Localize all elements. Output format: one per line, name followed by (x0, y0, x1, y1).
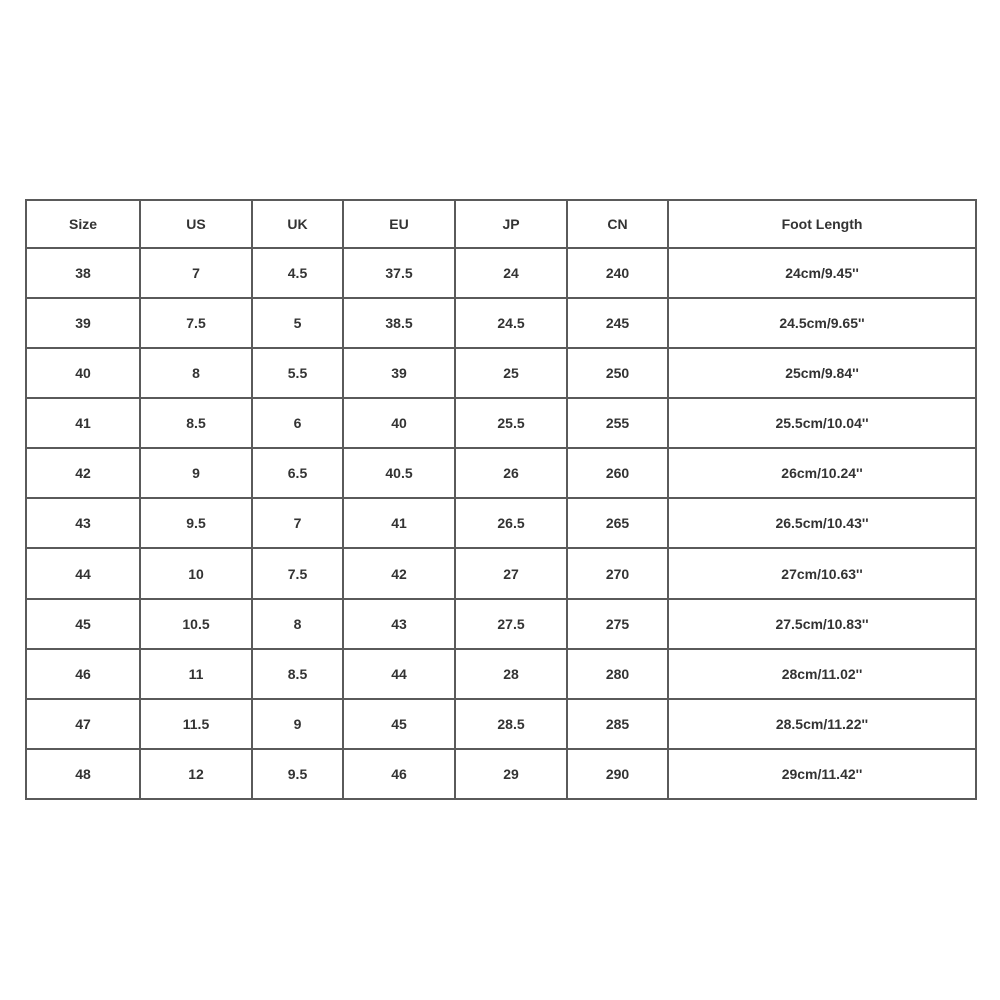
cell-eu: 44 (343, 649, 455, 699)
cell-size: 48 (26, 749, 140, 799)
header-foot-length: Foot Length (668, 200, 976, 248)
cell-us: 10 (140, 548, 252, 598)
cell-foot-length: 25cm/9.84'' (668, 348, 976, 398)
header-size: Size (26, 200, 140, 248)
cell-size: 46 (26, 649, 140, 699)
cell-uk: 4.5 (252, 248, 343, 298)
cell-jp: 28.5 (455, 699, 567, 749)
header-eu: EU (343, 200, 455, 248)
cell-uk: 5 (252, 298, 343, 348)
cell-cn: 285 (567, 699, 668, 749)
cell-jp: 24 (455, 248, 567, 298)
cell-cn: 255 (567, 398, 668, 448)
header-us: US (140, 200, 252, 248)
table-row (26, 298, 976, 348)
cell-eu: 40 (343, 398, 455, 448)
cell-cn: 270 (567, 548, 668, 598)
cell-size: 39 (26, 298, 140, 348)
cell-eu: 46 (343, 749, 455, 799)
table-row (26, 599, 976, 649)
header-cn: CN (567, 200, 668, 248)
cell-us: 11 (140, 649, 252, 699)
cell-uk: 7 (252, 498, 343, 548)
table-row (26, 348, 976, 398)
cell-uk: 6 (252, 398, 343, 448)
cell-eu: 45 (343, 699, 455, 749)
cell-eu: 40.5 (343, 448, 455, 498)
cell-jp: 24.5 (455, 298, 567, 348)
header-jp: JP (455, 200, 567, 248)
cell-uk: 8.5 (252, 649, 343, 699)
cell-cn: 290 (567, 749, 668, 799)
cell-cn: 280 (567, 649, 668, 699)
cell-uk: 9.5 (252, 749, 343, 799)
cell-uk: 9 (252, 699, 343, 749)
cell-eu: 43 (343, 599, 455, 649)
table-row (26, 548, 976, 598)
cell-jp: 29 (455, 749, 567, 799)
cell-cn: 245 (567, 298, 668, 348)
cell-uk: 5.5 (252, 348, 343, 398)
cell-uk: 7.5 (252, 548, 343, 598)
cell-foot-length: 24.5cm/9.65'' (668, 298, 976, 348)
cell-size: 40 (26, 348, 140, 398)
cell-us: 10.5 (140, 599, 252, 649)
cell-jp: 26 (455, 448, 567, 498)
cell-us: 11.5 (140, 699, 252, 749)
cell-us: 7 (140, 248, 252, 298)
cell-jp: 25 (455, 348, 567, 398)
cell-eu: 39 (343, 348, 455, 398)
table-body (26, 248, 976, 799)
cell-jp: 25.5 (455, 398, 567, 448)
cell-size: 41 (26, 398, 140, 448)
cell-foot-length: 27cm/10.63'' (668, 548, 976, 598)
header-row (26, 200, 976, 248)
cell-cn: 240 (567, 248, 668, 298)
cell-size: 45 (26, 599, 140, 649)
cell-eu: 41 (343, 498, 455, 548)
cell-foot-length: 26.5cm/10.43'' (668, 498, 976, 548)
cell-foot-length: 29cm/11.42'' (668, 749, 976, 799)
cell-us: 12 (140, 749, 252, 799)
cell-size: 43 (26, 498, 140, 548)
cell-size: 44 (26, 548, 140, 598)
cell-uk: 6.5 (252, 448, 343, 498)
cell-eu: 42 (343, 548, 455, 598)
cell-us: 9.5 (140, 498, 252, 548)
table-row (26, 498, 976, 548)
table-header (26, 200, 976, 248)
table-row (26, 699, 976, 749)
cell-foot-length: 25.5cm/10.04'' (668, 398, 976, 448)
table-row (26, 649, 976, 699)
cell-cn: 265 (567, 498, 668, 548)
cell-us: 7.5 (140, 298, 252, 348)
table-row (26, 398, 976, 448)
cell-cn: 275 (567, 599, 668, 649)
cell-jp: 28 (455, 649, 567, 699)
cell-eu: 38.5 (343, 298, 455, 348)
cell-jp: 27.5 (455, 599, 567, 649)
cell-foot-length: 27.5cm/10.83'' (668, 599, 976, 649)
table-row (26, 448, 976, 498)
cell-cn: 250 (567, 348, 668, 398)
cell-foot-length: 28cm/11.02'' (668, 649, 976, 699)
cell-uk: 8 (252, 599, 343, 649)
cell-cn: 260 (567, 448, 668, 498)
cell-us: 8.5 (140, 398, 252, 448)
size-chart-table (25, 199, 977, 800)
cell-jp: 26.5 (455, 498, 567, 548)
cell-jp: 27 (455, 548, 567, 598)
cell-foot-length: 26cm/10.24'' (668, 448, 976, 498)
cell-foot-length: 28.5cm/11.22'' (668, 699, 976, 749)
cell-us: 8 (140, 348, 252, 398)
cell-foot-length: 24cm/9.45'' (668, 248, 976, 298)
table-row (26, 248, 976, 298)
cell-size: 42 (26, 448, 140, 498)
table-row (26, 749, 976, 799)
cell-size: 47 (26, 699, 140, 749)
cell-size: 38 (26, 248, 140, 298)
cell-eu: 37.5 (343, 248, 455, 298)
header-uk: UK (252, 200, 343, 248)
cell-us: 9 (140, 448, 252, 498)
